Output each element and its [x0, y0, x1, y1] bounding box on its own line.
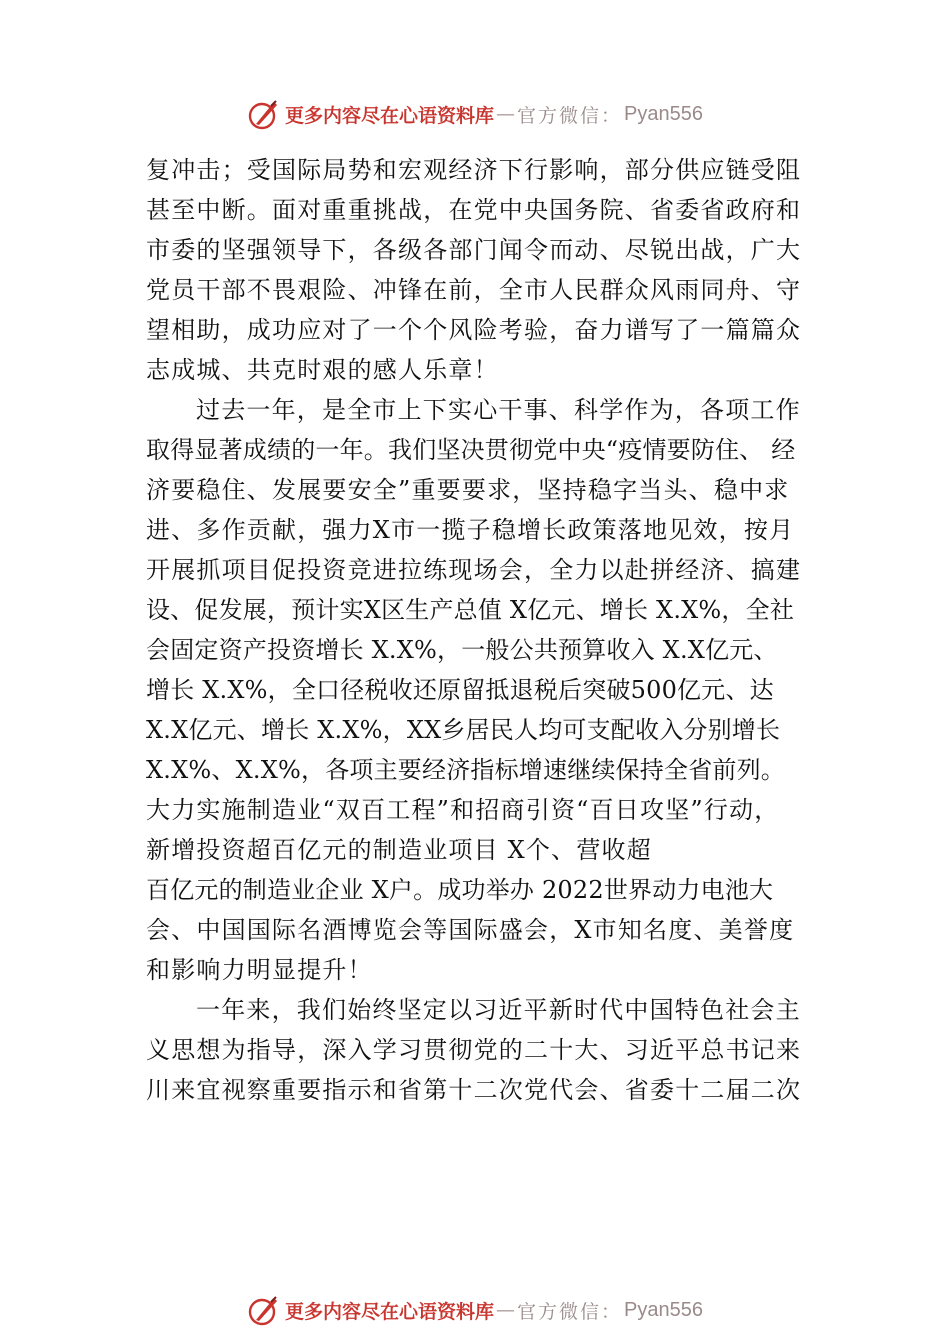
body-line: 志成城、共克时艰的感人乐章！ [146, 356, 499, 384]
body-line: 取得显著成绩的一年。我们坚决贯彻党中央“疫情要防住、 经 [146, 436, 796, 464]
paragraph-start-line: 一年来，我们始终坚定以习近平新时代中国特色社会主 [196, 996, 801, 1024]
body-line: 和影响力明显提升！ [146, 956, 373, 984]
body-line: 新增投资超百亿元的制造业项目 X个、营收超 [146, 836, 652, 864]
footer-banner [0, 1288, 950, 1332]
body-line: 进、多作贡献，强力X市一揽子稳增长政策落地见效，按月 [146, 516, 795, 544]
footer-wechat-label: 官方微信： [517, 1300, 623, 1323]
body-line: 增长 X.X%，全口径税收还原留抵退税后突破500亿元、达 [146, 676, 774, 704]
body-line: 济要稳住、发展要安全”重要要求，坚持稳字当头、稳中求 [146, 476, 790, 504]
document-body [146, 150, 822, 1110]
body-line: 百亿元的制造业企业 X户。成功举办 2022世界动力电池大 [146, 876, 774, 904]
footer-brand-text: 更多内容尽在心语资料库 [285, 1300, 495, 1323]
header-wechat-label: 官方微信： [517, 104, 623, 127]
footer-wechat-id: Pyan556 [624, 1298, 703, 1321]
paragraph-start-line: 过去一年，是全市上下实心干事、科学作为，各项工作 [196, 396, 801, 424]
quill-logo-icon [247, 97, 281, 131]
body-line: X.X%、X.X%，各项主要经济指标增速继续保持全省前列。 [146, 756, 786, 784]
quill-logo-icon [247, 1293, 281, 1327]
body-line: X.X亿元、增长 X.X%，XX乡居民人均可支配收入分别增长 [146, 716, 781, 744]
body-line: 开展抓项目促投资竞进拉练现场会，全力以赴拼经济、搞建 [146, 556, 802, 584]
body-line: 望相助，成功应对了一个个风险考验，奋力谱写了一篇篇众 [146, 316, 802, 344]
body-line: 大力实施制造业“双百工程”和招商引资“百日攻坚”行动， [146, 796, 780, 824]
body-line: 党员干部不畏艰险、冲锋在前，全市人民群众风雨同舟、守 [146, 276, 802, 304]
header-banner [0, 92, 950, 136]
footer-separator: — [496, 1299, 516, 1321]
body-line: 会固定资产投资增长 X.X%，一般公共预算收入 X.X亿元、 [146, 636, 778, 664]
header-separator: — [496, 103, 516, 125]
body-line: 会、中国国际名酒博览会等国际盛会，X市知名度、美誉度 [146, 916, 795, 944]
body-line: 复冲击；受国际局势和宏观经济下行影响，部分供应链受阻 [146, 156, 802, 184]
body-line: 市委的坚强领导下，各级各部门闻令而动、尽锐出战，广大 [146, 236, 802, 264]
body-line: 川来宜视察重要指示和省第十二次党代会、省委十二届二次 [146, 1076, 802, 1104]
header-wechat-id: Pyan556 [624, 102, 703, 125]
body-line: 义思想为指导，深入学习贯彻党的二十大、习近平总书记来 [146, 1036, 802, 1064]
body-line: 甚至中断。面对重重挑战，在党中央国务院、省委省政府和 [146, 196, 802, 224]
header-brand-text: 更多内容尽在心语资料库 [285, 104, 495, 127]
body-line: 设、促发展，预计实X区生产总值 X亿元、增长 X.X%，全社 [146, 596, 795, 624]
